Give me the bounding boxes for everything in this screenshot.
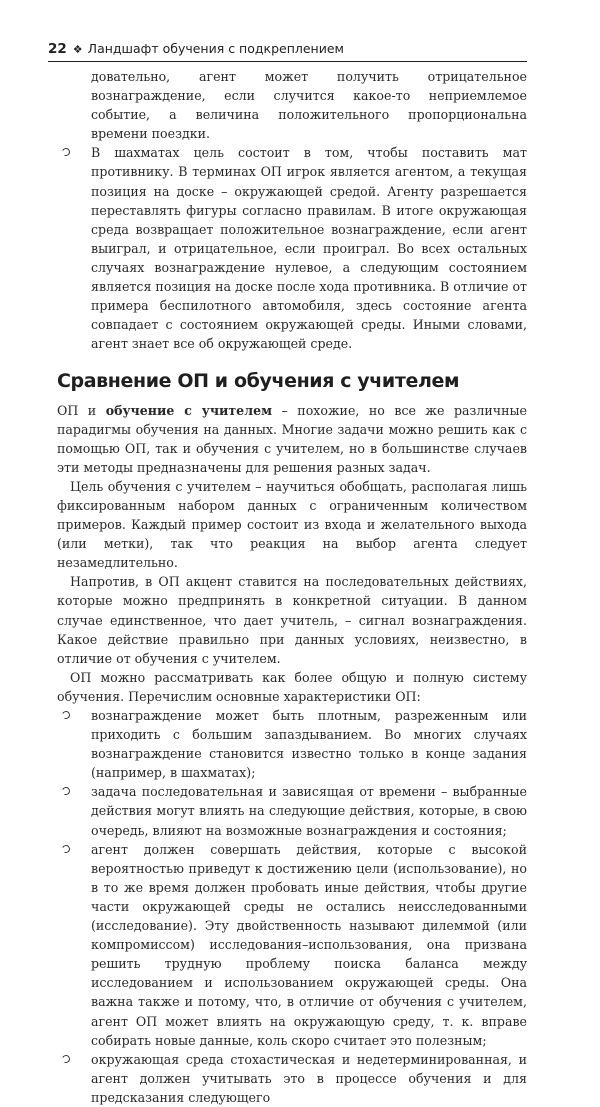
- list-item-text: окружающая среда стохастическая и недетерминированная, и агент должен учитывать это в процессе обучения и для предсказания следующего: [91, 1051, 527, 1105]
- bullet-icon: [61, 710, 71, 720]
- page-number: 22: [48, 41, 67, 57]
- bullet-icon: [61, 1054, 71, 1064]
- list-item-text: вознаграждение может быть плотным, разреженным или приходить с большим запаздыванием. Во многих случаях вознаграждение становится известно только в конце задания (например, в шахматах);: [91, 708, 527, 781]
- continued-list-item: довательно, агент может получить отрицательное вознаграждение, если случится какое-то неприемлемое событие, а величина положительного пропорциональна времени поездки.: [91, 69, 527, 142]
- list-item-text: агент должен совершать действия, которые с высокой вероятностью приведут к достижению цели (использование), но в то же время должен пробовать иные действия, чтобы другие части окружающей среды не остались неисследованными (исследование). Эту двойственность называют дилеммой (или компромиссом) исследования–использования, она призвана решить трудную проблему поиска баланса между исследованием и использованием окружающей среды. Она важна также и потому, что, в отличие от обучения с учителем, агент ОП может влиять на окружающую среду, т. к. вправе собирать новые данные, коль скоро считает это полезным;: [91, 841, 527, 1048]
- running-title: Ландшафт обучения с подкреплением: [87, 41, 344, 56]
- paragraph-supervised: Цель обучения с учителем – научиться обобщать, располагая лишь фиксированным набором данных с ограниченным количеством примеров. Каждый пример состоит из входа и желательного выхода (или метки), так что реакция на выбор агента следует незамедлительно.: [57, 478, 527, 571]
- list-item: [57, 706, 527, 782]
- list-item-text: В шахматах цель состоит в том, чтобы поставить мат противнику. В терминах ОП игрок является агентом, а текущая позиция на доске – окружающей средой. Агенту разрешается переставлять фигуры согласно правилам. В итоге окружающая среда возвращает положительное вознаграждение, если агент выиграл, и отрицательное, если проиграл. Во всех остальных случаях вознаграждение нулевое, а следующим состоянием является позиция на доске после хода противника. В отличие от примера беспилотного автомобиля, здесь состояние агента совпадает с состоянием окружающей среды. Иными словами, агент знает все об окружающей среде.: [91, 145, 527, 352]
- list-item: [57, 1050, 527, 1107]
- paragraph-characteristics: ОП можно рассматривать как более общую и полную систему обучения. Перечислим основные характеристики ОП:: [57, 669, 527, 704]
- running-header: [48, 41, 527, 62]
- bold-term: обучение с учителем: [105, 402, 273, 418]
- paragraph-rl-focus: Напротив, в ОП акцент ставится на последовательных действиях, которые можно предпринять в конкретной ситуации. В данном случае единственное, что дает учитель, – сигнал вознаграждения. Какое действие правильно при данных условиях, неизвестно, в отличие от обучения с учителем.: [57, 574, 527, 666]
- page-body: [57, 67, 527, 1107]
- list-item-chess: [57, 143, 527, 353]
- paragraph-intro: [57, 401, 527, 477]
- bullet-icon: [61, 844, 71, 854]
- ornament-icon: ❖: [72, 43, 83, 56]
- section-heading: Сравнение ОП и обучения с учителем: [57, 370, 460, 393]
- paragraph-text: – похожие, но все же различные парадигмы обучения на данных. Многие задачи можно решить как с помощью ОП, так и обучения с учителем, но в большинстве случаев эти методы предназначены для решения разных задач.: [57, 402, 527, 475]
- bullet-icon: [61, 786, 71, 796]
- list-item: [57, 782, 527, 839]
- list-item-text: задача последовательная и зависящая от времени – выбранные действия могут влиять на следующие действия, которые, в свою очередь, влияют на возможные вознаграждения и состояния;: [91, 784, 527, 838]
- paragraph-text: ОП и: [57, 402, 106, 418]
- bullet-icon: [61, 147, 71, 157]
- list-item: [57, 840, 527, 1050]
